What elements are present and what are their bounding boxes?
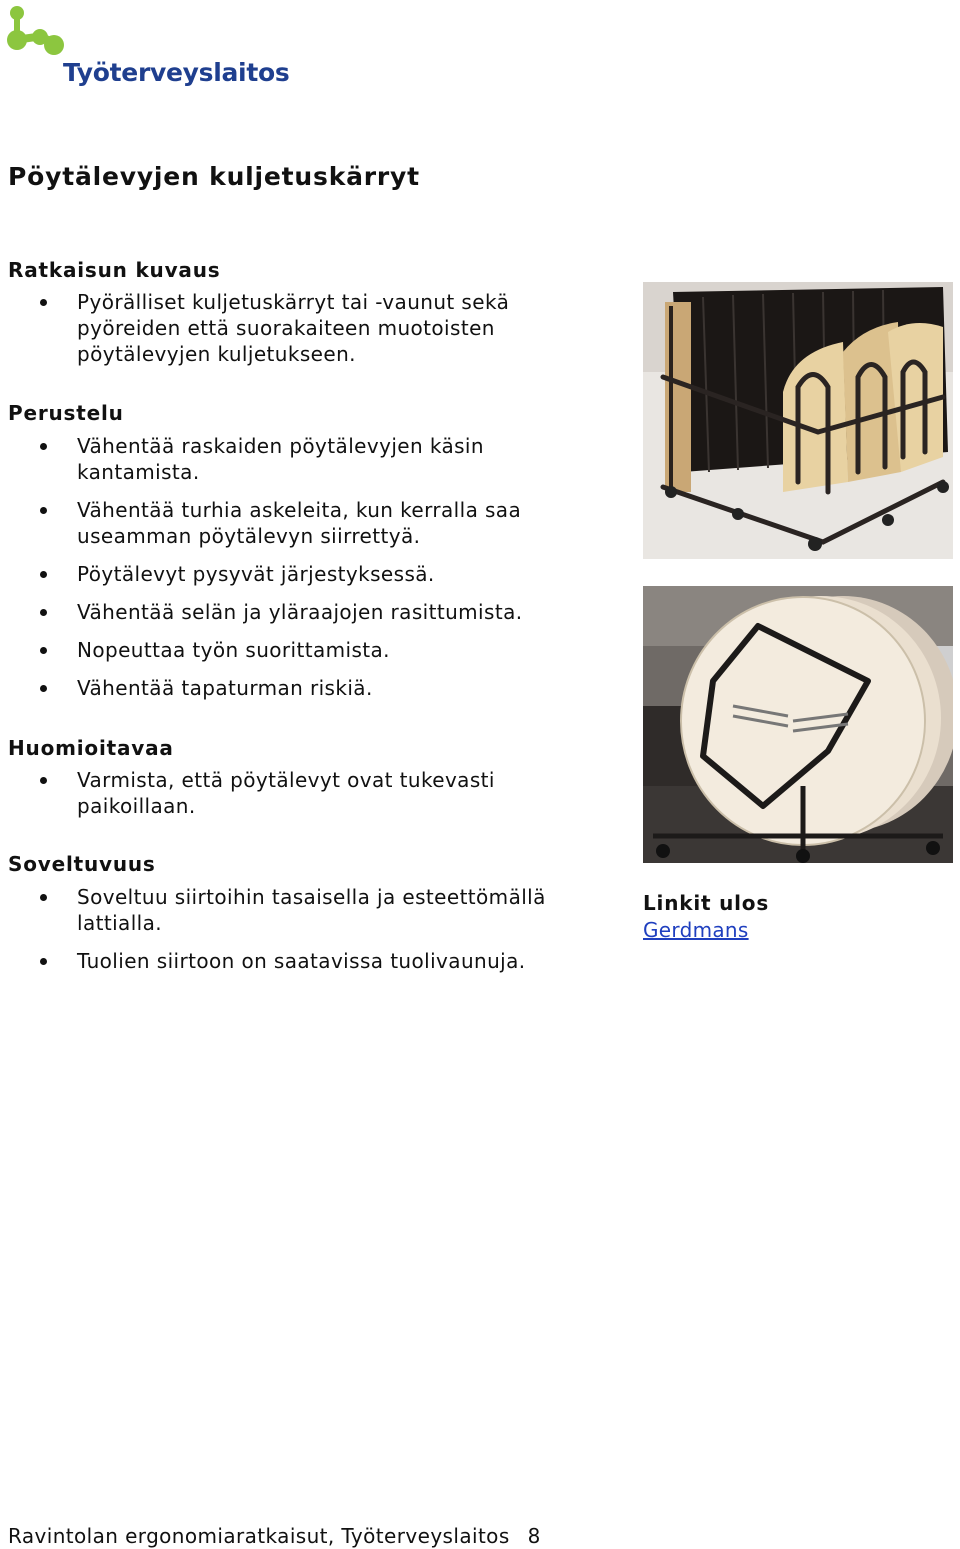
- section-heading-perustelu: Perustelu: [8, 401, 124, 425]
- bullet-list-huomioitavaa: [0, 767, 560, 819]
- tyoterveyslaitos-logo: [6, 4, 290, 90]
- footer-text: Ravintolan ergonomiaratkaisut, Työterveyslaitos: [8, 1524, 510, 1548]
- links-heading: Linkit ulos: [643, 891, 770, 915]
- photo-round-table-cart: [643, 586, 953, 863]
- list-item: Pöytälevyt pysyvät järjestyksessä.: [0, 561, 560, 587]
- page-title: Pöytälevyjen kuljetuskärryt: [8, 162, 420, 191]
- page-footer: [8, 1524, 541, 1548]
- logo-wordmark: Työterveyslaitos: [63, 58, 290, 87]
- link-gerdmans[interactable]: Gerdmans: [643, 918, 749, 942]
- page-number: 8: [527, 1524, 541, 1548]
- list-item: Vähentää tapaturman riskiä.: [0, 675, 560, 701]
- section-heading-soveltuvuus: Soveltuvuus: [8, 852, 156, 876]
- list-item: Vähentää raskaiden pöytälevyjen käsin kantamista.: [0, 433, 497, 485]
- list-item: Varmista, että pöytälevyt ovat tukevasti paikoillaan.: [0, 767, 560, 819]
- list-item: Tuolien siirtoon on saatavissa tuolivaunuja.: [0, 948, 590, 974]
- list-item: Vähentää turhia askeleita, kun kerralla saa useamman pöytälevyn siirrettyä.: [0, 497, 560, 549]
- list-item: Vähentää selän ja yläraajojen rasittumista.: [0, 599, 560, 625]
- section-heading-ratkaisun-kuvaus: Ratkaisun kuvaus: [8, 258, 221, 282]
- list-item: Pyörälliset kuljetuskärryt tai -vaunut sekä pyöreiden että suorakaiteen muotoisten pöytälevyjen kuljetukseen.: [0, 289, 560, 367]
- list-item: Soveltuu siirtoihin tasaisella ja esteettömällä lattialla.: [0, 884, 590, 936]
- bullet-list-ratkaisun-kuvaus: [0, 289, 560, 367]
- bullet-list-perustelu: [0, 433, 560, 701]
- logo-mark-icon: [6, 4, 66, 64]
- photo-rectangular-table-cart: [643, 282, 953, 559]
- section-heading-huomioitavaa: Huomioitavaa: [8, 736, 174, 760]
- list-item: Nopeuttaa työn suorittamista.: [0, 637, 560, 663]
- bullet-list-soveltuvuus: [0, 884, 590, 974]
